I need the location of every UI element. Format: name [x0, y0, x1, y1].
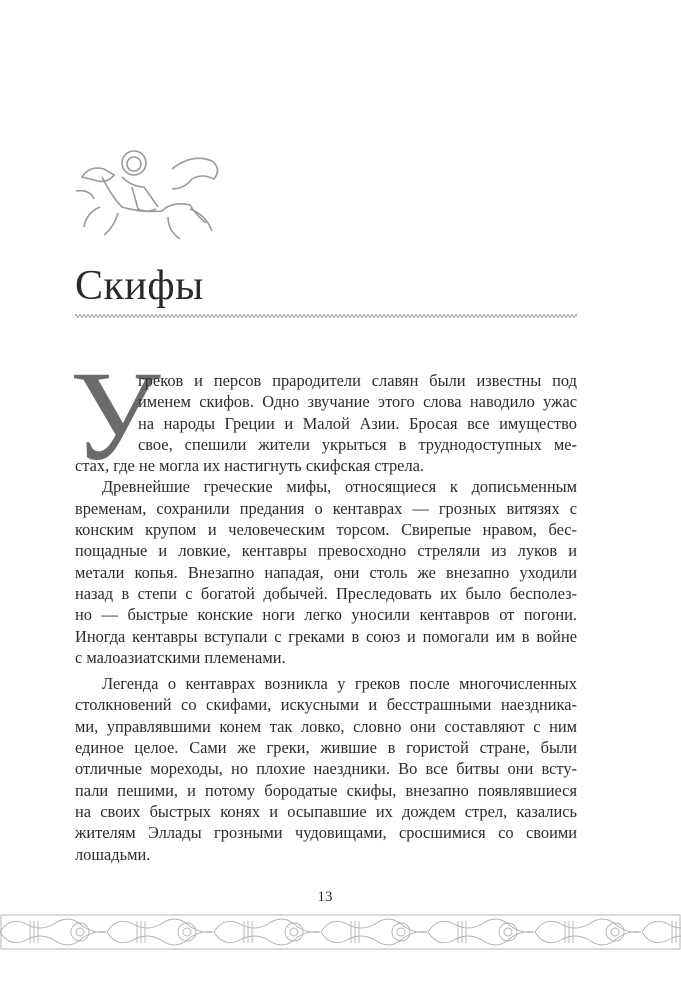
text-line: столкновений со скифами, искусными и бесстрашными наездника-	[75, 695, 577, 715]
text-line: Иногда кентавры вступали с греками в союз и помогали им в войне	[75, 626, 577, 646]
ornamental-border	[0, 913, 681, 951]
text-line: единое целое. Сами же греки, жившие в гористой стране, были	[75, 738, 577, 758]
scythian-rider-illustration	[72, 147, 232, 247]
text-line: греков и персов прародители славян были известны под	[138, 371, 577, 390]
text-line: свое, спешили жители укрыться в труднодоступных ме-	[138, 434, 577, 454]
text-line: лошадьми.	[75, 844, 151, 864]
drop-cap: У	[70, 345, 161, 487]
text-line: ми, управлявшими конем так ловко, словно они составляют с ним	[75, 716, 577, 736]
body-text	[75, 370, 577, 865]
text-line: Легенда о кентаврах возникла у греков после многочисленных	[102, 674, 577, 694]
text-line: именем скифов. Одно звучание этого слова наводило ужас	[138, 392, 577, 412]
text-line: отличные мореходы, но плохие наездники. Во все битвы они всту-	[75, 759, 577, 779]
text-line: на народы Греции и Малой Азии. Бросая все имущество	[138, 413, 577, 433]
text-line: назад в степи с богатой добычей. Преследовать их было бесполез-	[75, 583, 577, 603]
text-line: на своих быстрых конях и осыпавшие их дождем стрел, казались	[75, 801, 577, 821]
text-line: жителям Эллады грозными чудовищами, сросшимися со своими	[75, 823, 577, 843]
text-line: метали копья. Внезапно нападая, они столь же внезапно уходили	[75, 562, 577, 582]
decorative-rule	[75, 312, 577, 320]
chapter-title: Скифы	[75, 263, 204, 309]
text-line: стах, где не могла их настигнуть скифская стрела.	[75, 456, 425, 476]
text-line: пощадные и ловкие, кентавры превосходно стреляли из луков и	[75, 541, 577, 561]
text-line: с малоазиатскими племенами.	[75, 647, 286, 667]
text-line: конским крупом и человеческим торсом. Свирепые нравом, бес-	[75, 520, 577, 540]
text-line: временам, сохранили предания о кентаврах — грозных витязях с	[75, 498, 577, 518]
text-line: Древнейшие греческие мифы, относящиеся к дописьменным	[102, 477, 577, 497]
page-number: 13	[317, 889, 333, 905]
text-line: но — быстрые конские ноги легко уносили кентавров от погони.	[75, 605, 577, 625]
text-line: пали пешими, и потому бородатые скифы, внезапно появлявшиеся	[75, 780, 577, 800]
